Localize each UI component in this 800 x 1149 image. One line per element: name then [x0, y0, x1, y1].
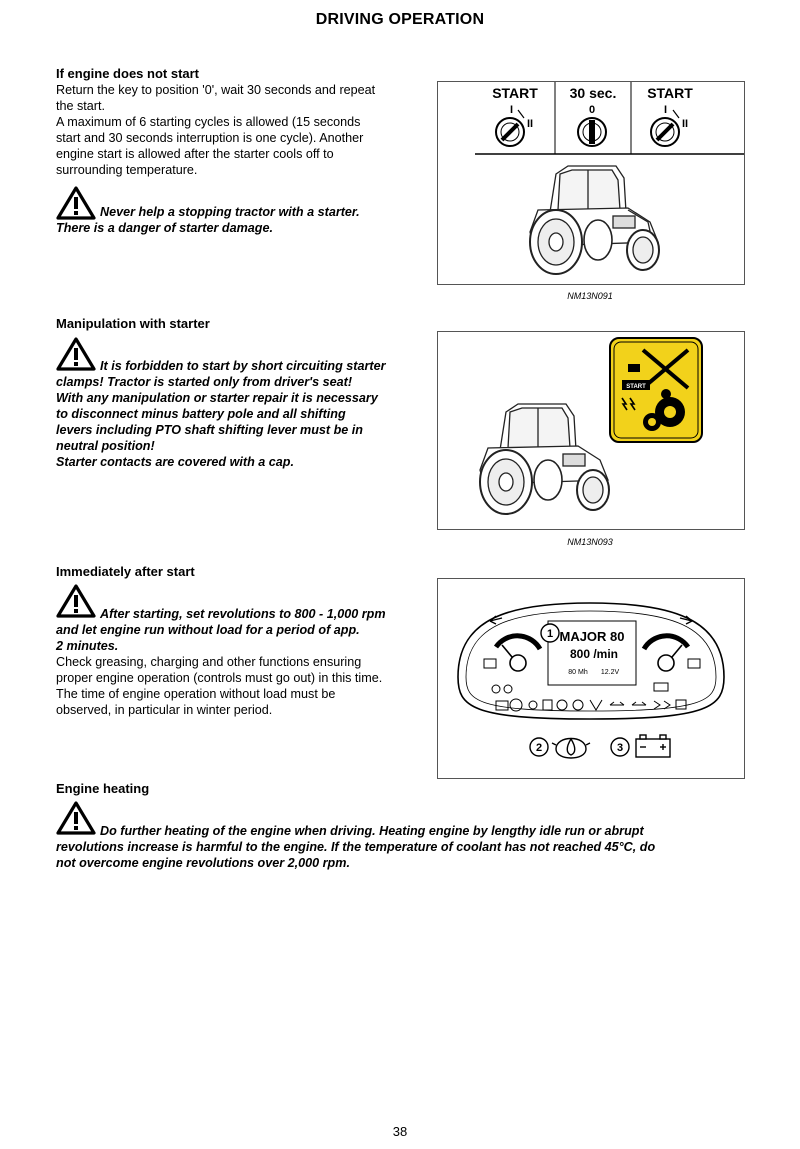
- warning-line: not overcome engine revolutions over 2,000 rpm.: [56, 856, 350, 870]
- body-line: Check greasing, charging and other functions ensuring: [56, 655, 362, 669]
- ignition-key-icon: [578, 104, 606, 146]
- figure-starter-sign: [437, 331, 745, 530]
- battery-callout: [611, 735, 670, 757]
- section-body-after-start: [56, 654, 446, 718]
- warning-line: to disconnect minus battery pole and all shifting: [56, 407, 346, 421]
- body-line: engine start is allowed after the starter cools off to: [56, 147, 334, 161]
- warning-line: Do further heating of the engine when driving. Heating engine by lengthy idle run or abrupt: [100, 824, 644, 838]
- section-heading-engine-heating: Engine heating: [56, 781, 150, 796]
- warning-text-starter-help: [56, 204, 446, 236]
- warning-text-starter-manipulation: [56, 358, 446, 470]
- svg-text:0: 0: [589, 104, 596, 116]
- body-line: start and 30 seconds interruption is one cycle). Another: [56, 131, 364, 145]
- svg-text:I: I: [510, 104, 514, 116]
- oil-pressure-callout: [530, 738, 590, 758]
- warning-line: neutral position!: [56, 439, 155, 453]
- display-hours: 80 Mh: [568, 669, 588, 676]
- warning-line: revolutions increase is harmful to the engine. If the temperature of coolant has not reached 45°C, do: [56, 840, 656, 854]
- body-line: A maximum of 6 starting cycles is allowed (15 seconds: [56, 115, 361, 129]
- callout-1: [541, 624, 559, 642]
- warning-line: 2 minutes.: [56, 639, 119, 653]
- body-line: surrounding temperature.: [56, 163, 198, 177]
- figure-caption: NM13N091: [567, 291, 613, 301]
- wait-label: 30 sec.: [569, 85, 617, 101]
- figure-start-sequence: [437, 81, 745, 285]
- warning-text-engine-heating: [56, 823, 756, 871]
- svg-text:3: 3: [616, 742, 624, 754]
- warning-line: There is a danger of starter damage.: [56, 221, 273, 235]
- tractor-illustration: [530, 166, 659, 274]
- display-rpm: 800 /min: [569, 647, 619, 661]
- section-heading-engine-not-start: If engine does not start: [56, 66, 200, 81]
- warning-line: Starter contacts are covered with a cap.: [56, 455, 294, 469]
- lcd-display: [548, 621, 636, 685]
- ignition-key-icon: [651, 104, 688, 146]
- warning-line: It is forbidden to start by short circuiting starter: [100, 359, 386, 373]
- body-line: The time of engine operation without load must be: [56, 687, 336, 701]
- section-body-engine-not-start: [56, 82, 436, 178]
- svg-text:2: 2: [535, 742, 543, 754]
- start-label-2: START: [647, 85, 693, 101]
- warning-line: With any manipulation or starter repair it is necessary: [56, 391, 378, 405]
- warning-line: After starting, set revolutions to 800 - 1,000 rpm: [100, 607, 386, 621]
- body-line: observed, in particular in winter period.: [56, 703, 273, 717]
- battery-icon: [636, 735, 670, 757]
- tractor-illustration: [480, 404, 609, 514]
- svg-text:START: START: [626, 384, 646, 390]
- warning-line: and let engine run without load for a period of app.: [56, 623, 360, 637]
- figure-dashboard: [437, 578, 745, 779]
- section-heading-manipulation: Manipulation with starter: [56, 316, 210, 331]
- svg-text:I: I: [664, 104, 668, 116]
- no-short-circuit-sign: [610, 338, 702, 442]
- body-line: the start.: [56, 99, 105, 113]
- ignition-key-icon: [496, 104, 533, 146]
- start-label-1: START: [492, 85, 538, 101]
- body-line: Return the key to position '0', wait 30 seconds and repeat: [56, 83, 376, 97]
- warning-line: clamps! Tractor is started only from driver's seat!: [56, 375, 353, 389]
- warning-line: levers including PTO shaft shifting lever must be in: [56, 423, 363, 437]
- display-voltage: 12.2V: [600, 669, 620, 676]
- section-heading-after-start: Immediately after start: [56, 564, 195, 579]
- display-model: MAJOR 80: [559, 629, 625, 644]
- figure-caption: NM13N093: [567, 537, 613, 547]
- warning-text-after-start: [56, 606, 446, 654]
- oil-pressure-icon: [552, 739, 590, 759]
- page-title: DRIVING OPERATION: [315, 11, 485, 28]
- svg-text:1: 1: [546, 628, 554, 640]
- svg-text:II: II: [682, 118, 689, 130]
- body-line: proper engine operation (controls must go out) in this time.: [56, 671, 383, 685]
- warning-line: Never help a stopping tractor with a starter.: [100, 205, 360, 219]
- page-number: 38: [392, 1124, 408, 1139]
- svg-text:II: II: [527, 118, 534, 130]
